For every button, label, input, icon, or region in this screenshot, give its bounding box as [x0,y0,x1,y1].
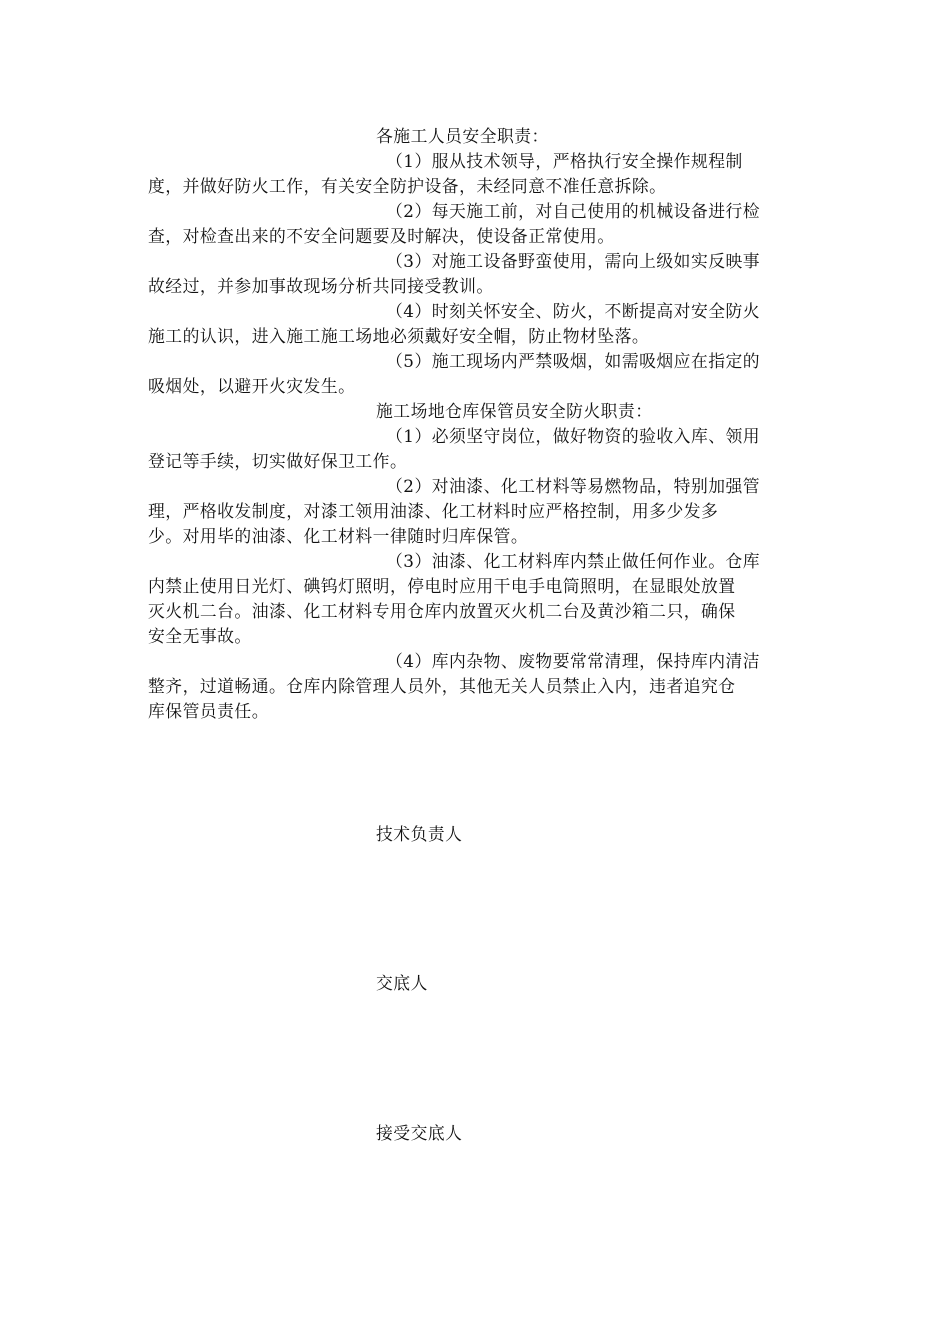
s1-item3-line1: （3）对施工设备野蛮使用，需向上级如实反映事 [386,251,761,271]
signature-tech-lead: 技术负责人 [376,824,463,844]
s2-item2-line3: 少。对用毕的油漆、化工材料一律随时归库保管。 [148,526,529,546]
s2-item4-line2: 整齐，过道畅通。仓库内除管理人员外，其他无关人员禁止入内，违者追究仓 [148,676,736,696]
section1-title: 各施工人员安全职责： [376,126,549,146]
s2-item3-line1: （3）油漆、化工材料库内禁止做任何作业。仓库 [386,551,761,571]
s2-item4-line1: （4）库内杂物、废物要常常清理，保持库内清洁 [386,651,761,671]
s2-item2-line2: 理，严格收发制度，对漆工领用油漆、化工材料时应严格控制，用多少发多 [148,501,719,521]
s2-item3-line4: 安全无事故。 [148,626,252,646]
s1-item1-line2: 度，并做好防火工作，有关安全防护设备，未经同意不准任意拆除。 [148,176,667,196]
s1-item1-line1: （1）服从技术领导，严格执行安全操作规程制 [386,151,743,171]
s2-item3-line2: 内禁止使用日光灯、碘钨灯照明，停电时应用干电手电筒照明，在显眼处放置 [148,576,736,596]
s2-item2-line1: （2）对油漆、化工材料等易燃物品，特别加强管 [386,476,761,496]
s1-item5-line2: 吸烟处，以避开火灾发生。 [148,376,356,396]
s1-item2-line1: （2）每天施工前，对自己使用的机械设备进行检 [386,201,761,221]
s1-item5-line1: （5）施工现场内严禁吸烟，如需吸烟应在指定的 [386,351,761,371]
s1-item3-line2: 故经过，并参加事故现场分析共同接受教训。 [148,276,494,296]
s2-item3-line3: 灭火机二台。油漆、化工材料专用仓库内放置灭火机二台及黄沙箱二只，确保 [148,601,736,621]
s1-item4-line2: 施工的认识，进入施工施工场地必须戴好安全帽，防止物材坠落。 [148,326,650,346]
s1-item4-line1: （4）时刻关怀安全、防火，不断提高对安全防火 [386,301,761,321]
s1-item2-line2: 查，对检查出来的不安全问题要及时解决，使设备正常使用。 [148,226,615,246]
section2-title: 施工场地仓库保管员安全防火职责： [376,401,653,421]
s2-item1-line2: 登记等手续，切实做好保卫工作。 [148,451,408,471]
s2-item1-line1: （1）必须坚守岗位，做好物资的验收入库、领用 [386,426,761,446]
s2-item4-line3: 库保管员责任。 [148,701,269,721]
signature-receiver: 接受交底人 [376,1123,463,1143]
signature-briefer: 交底人 [376,973,428,993]
